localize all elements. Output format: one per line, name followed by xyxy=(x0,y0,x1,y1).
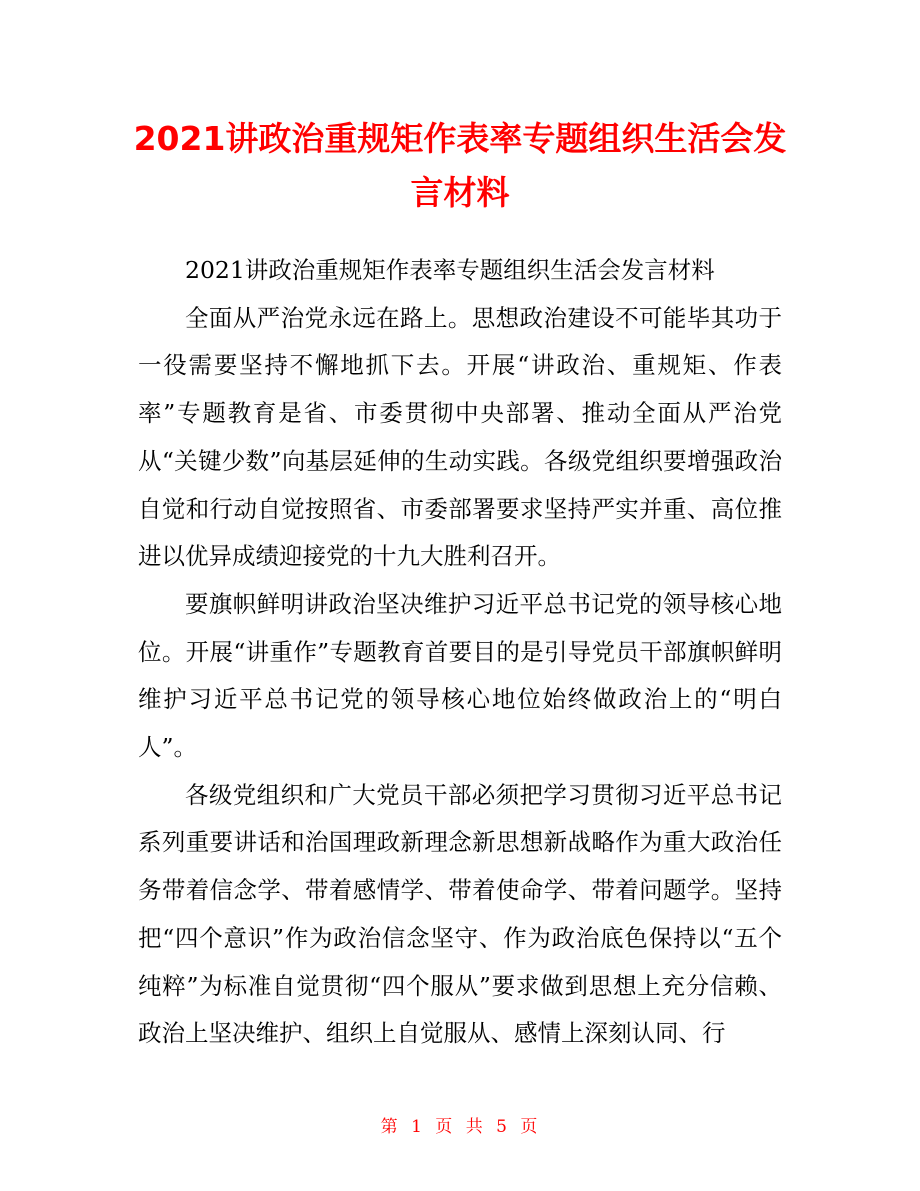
paragraph-subtitle: 2021讲政治重规矩作表率专题组织生活会发言材料 xyxy=(185,256,715,284)
footer-prefix: 第 xyxy=(380,1117,400,1137)
total-page-count: 5 xyxy=(496,1117,509,1137)
document-body xyxy=(138,247,782,1058)
paragraph: 要旗帜鲜明讲政治坚决维护习近平总书记党的领导核心地位。开展“讲重作”专题教育首要目的是引导党员干部旗帜鲜明维护习近平总书记党的领导核心地位始终做政治上的“明白人”。 xyxy=(138,589,782,762)
paragraph: 全面从严治党永远在路上。思想政治建设不可能毕其功于一役需要坚持不懈地抓下去。开展“讲政治、重规矩、作表率”专题教育是省、市委贯彻中央部署、推动全面从严治党从“关键少数”向基层延伸的生动实践。各级党组织要增强政治自觉和行动自觉按照省、市委部署要求坚持严实并重、高位推进以优异成绩迎接党的十九大胜利召开。 xyxy=(138,303,782,571)
page-footer xyxy=(0,1112,920,1137)
paragraph: 各级党组织和广大党员干部必须把学习贯彻习近平总书记系列重要讲话和治国理政新理念新思想新战略作为重大政治任务带着信念学、带着感情学、带着使命学、带着问题学。坚持把“四个意识”作为政治信念坚守、作为政治底色保持以“五个纯粹”为标准自觉贯彻“四个服从”要求做到思想上充分信赖、政治上坚决维护、组织上自觉服从、感情上深刻认同、行 xyxy=(138,780,782,1048)
current-page-number: 1 xyxy=(411,1117,424,1137)
footer-total-prefix: 共 xyxy=(465,1117,485,1137)
footer-page-unit: 页 xyxy=(435,1117,455,1137)
footer-suffix: 页 xyxy=(520,1117,540,1137)
document-title: 2021讲政治重规矩作表率专题组织生活会发言材料 xyxy=(133,119,787,212)
